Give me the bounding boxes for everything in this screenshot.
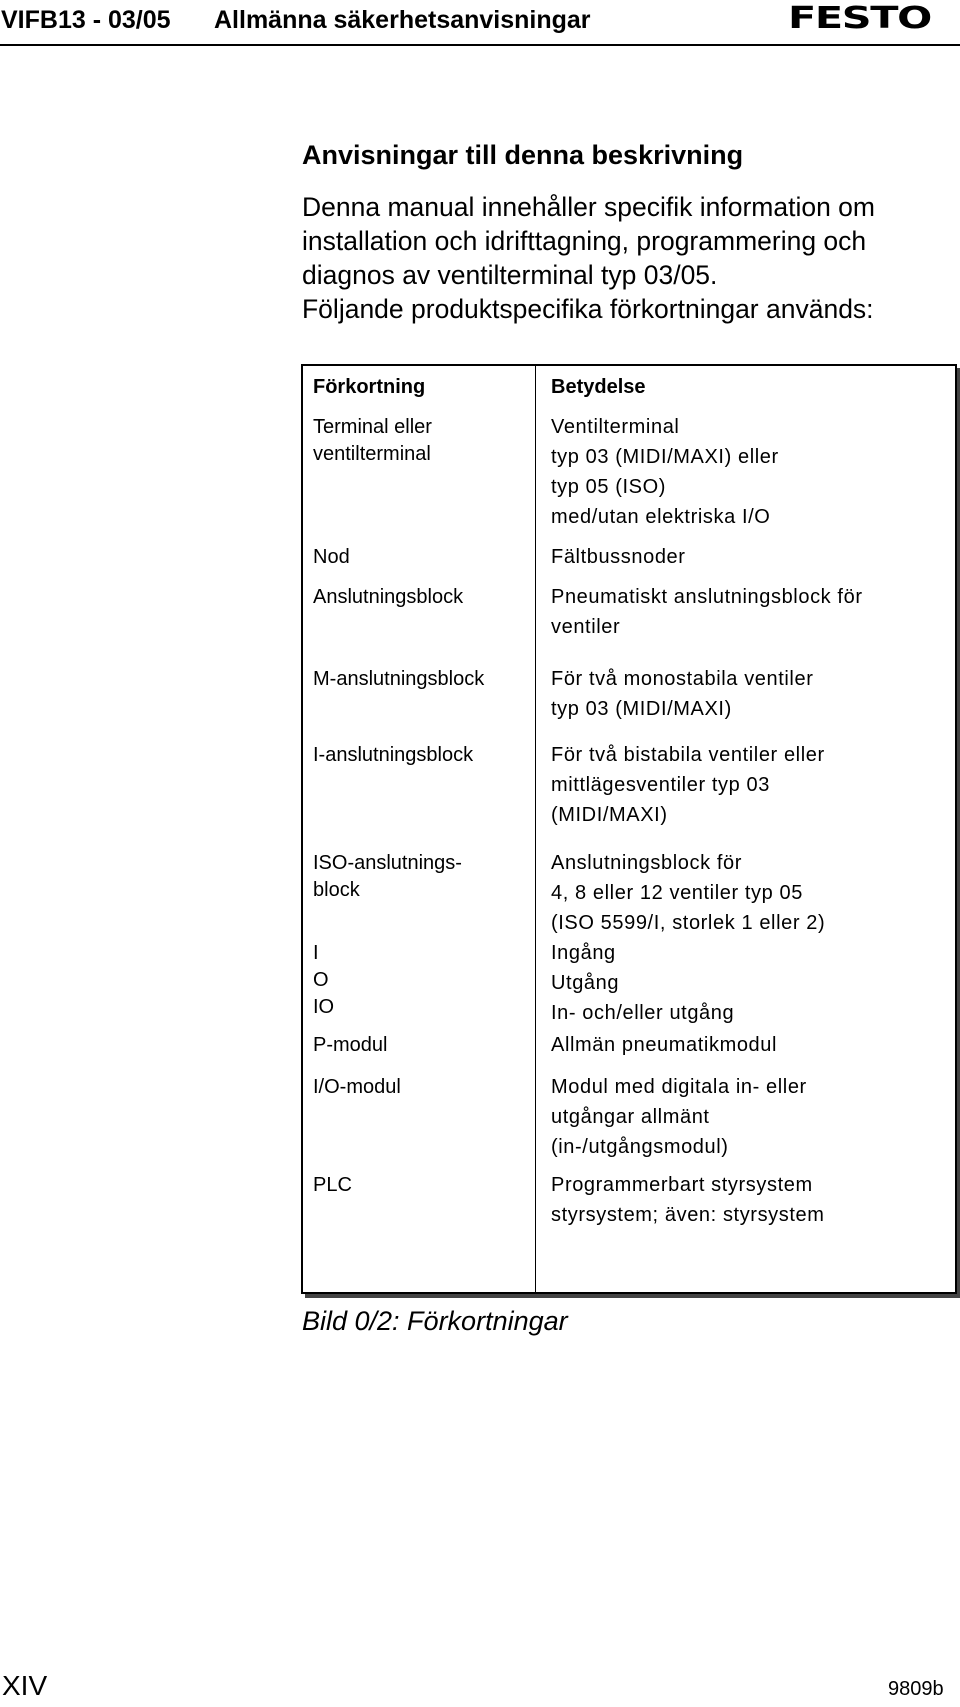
table-cell-abbreviation: I/O-modul bbox=[313, 1076, 401, 1098]
abbreviations-table bbox=[301, 364, 957, 1294]
table-cell-meaning: Anslutningsblock för 4, 8 eller 12 ventiler typ 05 (ISO 5599/I, storlek 1 eller 2) bbox=[551, 852, 826, 934]
section-heading: Anvisningar till denna beskrivning bbox=[302, 140, 744, 170]
table-cell-meaning: Allmän pneumatikmodul bbox=[551, 1034, 778, 1056]
festo-logo: FESTO bbox=[788, 1, 931, 36]
table-cell-abbreviation: I-anslutningsblock bbox=[313, 744, 474, 766]
intro-line: diagnos av ventilterminal typ 03/05. bbox=[302, 260, 718, 290]
table-cell-meaning: Programmerbart styrsystem styrsystem; även: styrsystem bbox=[551, 1174, 825, 1226]
table-cell-meaning: För två monostabila ventiler typ 03 (MIDI/MAXI) bbox=[551, 668, 814, 720]
document-code: VIFB13 - 03/05 bbox=[1, 6, 171, 34]
column-divider bbox=[535, 366, 536, 1292]
column-header-abbreviation: Förkortning bbox=[313, 376, 426, 398]
revision-code: 9809b bbox=[888, 1678, 944, 1700]
intro-paragraph bbox=[302, 190, 960, 326]
header-rule bbox=[0, 44, 960, 46]
figure-caption: Bild 0/2: Förkortningar bbox=[302, 1306, 568, 1336]
table-cell-meaning: Ingång Utgång In- och/eller utgång bbox=[551, 942, 735, 1024]
table-cell-abbreviation: Nod bbox=[313, 546, 350, 568]
table-cell-meaning: Modul med digitala in- eller utgångar allmänt (in-/utgångsmodul) bbox=[551, 1076, 807, 1158]
table-cell-abbreviation: Anslutningsblock bbox=[313, 586, 464, 608]
page-header bbox=[0, 0, 960, 44]
table-cell-abbreviation: I O IO bbox=[313, 942, 335, 1018]
table-cell-abbreviation: Terminal eller ventilterminal bbox=[313, 416, 432, 465]
table-cell-abbreviation: M-anslutningsblock bbox=[313, 668, 485, 690]
intro-line: installation och idrifttagning, programmering och bbox=[302, 226, 867, 256]
table-shadow-bottom bbox=[305, 1294, 960, 1298]
header-title: Allmänna säkerhetsanvisningar bbox=[214, 6, 591, 34]
table-cell-abbreviation: PLC bbox=[313, 1174, 352, 1196]
table-cell-meaning: Ventilterminal typ 03 (MIDI/MAXI) eller typ 05 (ISO) med/utan elektriska I/O bbox=[551, 416, 779, 528]
table-cell-meaning: För två bistabila ventiler eller mittlägesventiler typ 03 (MIDI/MAXI) bbox=[551, 744, 825, 826]
intro-line: Denna manual innehåller specifik information om bbox=[302, 192, 875, 222]
page-number: XIV bbox=[2, 1670, 48, 1701]
table-cell-meaning: Pneumatiskt anslutningsblock för ventiler bbox=[551, 586, 863, 638]
table-cell-abbreviation: ISO-anslutnings- block bbox=[313, 852, 462, 901]
table-cell-abbreviation: P-modul bbox=[313, 1034, 388, 1056]
column-header-meaning: Betydelse bbox=[551, 376, 646, 398]
intro-line: Följande produktspecifika förkortningar används: bbox=[302, 294, 874, 324]
table-cell-meaning: Fältbussnoder bbox=[551, 546, 686, 568]
